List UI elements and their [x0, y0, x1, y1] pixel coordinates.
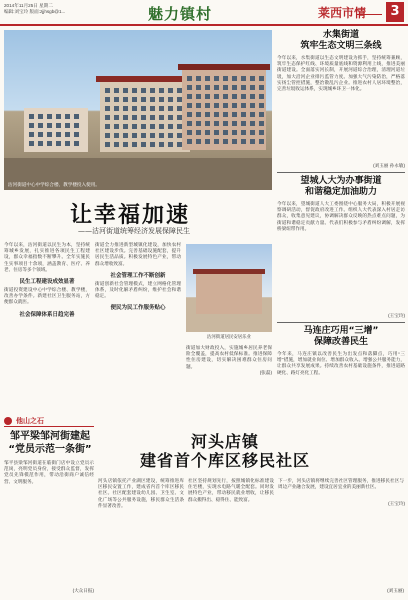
window [196, 139, 201, 144]
window [159, 88, 164, 93]
section-label: 他山之石 [16, 417, 44, 425]
window [232, 76, 237, 81]
bottom-headline: 河头店镇 建省首个库区移民社区 [139, 432, 310, 470]
window [214, 130, 219, 135]
right-mid-title: 望城人大为办事街道 和谐稳定加油助力 [300, 176, 382, 197]
main-headline: 让幸福加速 [70, 203, 191, 228]
window [187, 139, 192, 144]
window [250, 76, 255, 81]
window [29, 114, 34, 119]
right-bottom-body: 今年来，马连庄镇以改善民生为出发点和落脚点，巧用“三增”措施，增加就业岗位、增加群众收入、增强公共服务能力，让群众共享发展成果。持续改善农村基础设施条件，推进道路硬化、路灯亮化工程。 [277, 351, 405, 375]
main-byline: (张磊) [259, 369, 272, 375]
right-mid-byline: (王宝玲) [388, 313, 405, 318]
window [141, 124, 146, 129]
window [196, 94, 201, 99]
window [150, 124, 155, 129]
window [105, 124, 110, 129]
window [65, 114, 70, 119]
bottom-byline: (刘玉丽) [387, 588, 404, 593]
header-decoration [356, 14, 382, 18]
bottom-col-2: 社区坚持规划先行，按照城镇化标准建设住宅楼，实现水电路气暖全配套。同时发展特色产业，带动移民就业增收，让移民群众搬得出、稳得住、能致富。 [188, 478, 274, 502]
window [47, 114, 52, 119]
window [205, 121, 210, 126]
subheading: 便民为民工作服务贴心 [110, 305, 166, 312]
window [47, 141, 52, 146]
window [250, 139, 255, 144]
window [38, 141, 43, 146]
window [205, 139, 210, 144]
window [223, 121, 228, 126]
window [114, 106, 119, 111]
column-title: 莱西市情 [318, 6, 367, 20]
window [65, 123, 70, 128]
window [141, 115, 146, 120]
window [56, 123, 61, 128]
window [114, 133, 119, 138]
window [159, 142, 164, 147]
window [141, 88, 146, 93]
window [47, 132, 52, 137]
window [232, 130, 237, 135]
window [132, 133, 137, 138]
section-title: 魅力镇村 [148, 5, 213, 23]
window [259, 94, 264, 99]
window [187, 121, 192, 126]
window [187, 112, 192, 117]
window [232, 94, 237, 99]
window [168, 124, 173, 129]
window [123, 97, 128, 102]
window [65, 141, 70, 146]
window [141, 133, 146, 138]
window [141, 142, 146, 147]
window [241, 121, 246, 126]
window [141, 106, 146, 111]
window [114, 88, 119, 93]
window [123, 124, 128, 129]
window [232, 103, 237, 108]
window [74, 123, 79, 128]
main-col-3: 街道加大财政投入，实施城乡居民养老保险全覆盖，提高农村低保标准。推进保障性住房建设，切实解决困难群众住房问题。 (张磊) [186, 345, 272, 375]
window [56, 132, 61, 137]
window [205, 103, 210, 108]
photo2-caption: 沽河街道居民安居乐业 [207, 334, 251, 339]
window [187, 130, 192, 135]
page-header [0, 0, 408, 26]
window [123, 142, 128, 147]
window [47, 123, 52, 128]
window [250, 112, 255, 117]
window [105, 106, 110, 111]
window [29, 132, 34, 137]
window [187, 85, 192, 90]
window [105, 97, 110, 102]
date-text: 2014年11月25日 星期二 [4, 3, 53, 8]
window [105, 133, 110, 138]
window [114, 142, 119, 147]
window [132, 142, 137, 147]
window [150, 88, 155, 93]
window [150, 133, 155, 138]
window [241, 85, 246, 90]
main-col-1: 今年以来，沽河街道以民生为本，坚持统筹城乡发展，扎实推进各项民生工程建设，群众幸福指数不断攀升。全年实施民生实事项目十余项，涵盖教育、医疗、养老、住房等多个领域。 民生工程建设成效显著 街道投资建设中心中学综合楼、教学楼，改善办学条件。新建社区卫生服务站，方便群众就医。 社会保障体系日趋完善 [4, 242, 90, 318]
window [259, 112, 264, 117]
building-center [100, 82, 190, 152]
window [159, 97, 164, 102]
window [223, 94, 228, 99]
window [232, 139, 237, 144]
window [56, 141, 61, 146]
subheading: 社会管理工作不断创新 [110, 272, 166, 279]
window [196, 103, 201, 108]
window [74, 132, 79, 137]
window [196, 76, 201, 81]
bottom-col-1: 河头店镇依托产业湖区建设，统筹推进库区移民安置工作，建成省内首个库区移民社区。社区配套建设幼儿园、卫生室、文化广场等公共服务设施，移民群众生活条件显著改善。 [98, 478, 184, 508]
window [241, 130, 246, 135]
editor-text: 编辑:刘宝玲 版面:zjjhsgb@1... [4, 9, 66, 14]
window [205, 76, 210, 81]
secondary-photo [186, 244, 272, 339]
window [123, 88, 128, 93]
window [38, 123, 43, 128]
window [150, 106, 155, 111]
window [159, 106, 164, 111]
window [250, 130, 255, 135]
window [74, 141, 79, 146]
window [259, 85, 264, 90]
window [259, 103, 264, 108]
window [150, 97, 155, 102]
left-bottom-title: 邹平梁邹河街建起 “党员示范一条街” [8, 431, 92, 455]
window [159, 133, 164, 138]
window [232, 121, 237, 126]
left-bottom-body: 邹平县梁邹河街道在临街门店中设立党员示范岗，亮明党员身份，接受群众监督，发挥党员先锋模范作用，带动沿街商户诚信经营、文明服务。 [4, 460, 94, 484]
right-bottom-byline: (王宝玲) [388, 501, 405, 506]
window [214, 85, 219, 90]
window [132, 97, 137, 102]
window [196, 121, 201, 126]
main-subtitle: ——沽河街道统筹经济发展保障民生 [78, 227, 190, 235]
window [214, 103, 219, 108]
window [150, 115, 155, 120]
window [168, 133, 173, 138]
window [38, 114, 43, 119]
date-line [4, 3, 124, 15]
window [241, 112, 246, 117]
bottom-col-3: 下一步，河头店镇将继续完善社区管理服务，推进移民社区与周边产业融合发展，建设宜居宜业的美丽新社区。 [278, 478, 404, 490]
window [168, 115, 173, 120]
window [214, 76, 219, 81]
window [65, 132, 70, 137]
window [241, 76, 246, 81]
building [196, 274, 262, 314]
window [214, 94, 219, 99]
subheading: 民生工程建设成效显著 [19, 279, 75, 286]
window [56, 114, 61, 119]
right-top-body: 今年以来，水集街道以生态文明建设为抓手，坚持统筹兼顾，筑牢生态保护红线、环境质量底线和资源利用上线，推进美丽街道建设。全面落实河长制，开展河道综合治理，清理河道垃圾，加大沿河企业排污监管力度。加强大气污染防治，严格落实扬尘管控措施，整治散乱污企业。推进农村人居环境整治，完善垃圾收运体系，实现城乡环卫一体化。 [277, 55, 405, 92]
window [205, 85, 210, 90]
window [205, 112, 210, 117]
window [259, 76, 264, 81]
window [196, 112, 201, 117]
window [38, 132, 43, 137]
right-top-byline: (刘玉丽 孙永敏) [373, 163, 405, 168]
window [187, 76, 192, 81]
window [168, 142, 173, 147]
window [132, 106, 137, 111]
window [150, 142, 155, 147]
window [114, 97, 119, 102]
right-mid-body: 今年以来，望城街道人大工委围绕中心服务大局，积极开展视察调研活动，督促政府改进工作。组织人大代表深入村居走访群众，收集意见建议，协调解决群众反映的热点难点问题，为街道和谐稳定贡献力量。代表们积极参与矛盾纠纷调解，发挥桥梁纽带作用。 [277, 201, 405, 231]
window [223, 76, 228, 81]
window [187, 94, 192, 99]
window [232, 112, 237, 117]
window [241, 139, 246, 144]
main-photo [4, 30, 272, 190]
page-number: 3 [386, 2, 404, 22]
right-bottom-title: 马连庄巧用“三增” 保障改善民生 [303, 326, 379, 347]
window [259, 130, 264, 135]
window [168, 88, 173, 93]
building-left [24, 108, 88, 152]
window [105, 88, 110, 93]
window [214, 121, 219, 126]
window [214, 112, 219, 117]
window [214, 139, 219, 144]
window [123, 133, 128, 138]
window [187, 103, 192, 108]
window [250, 121, 255, 126]
window [223, 103, 228, 108]
window [241, 103, 246, 108]
window [74, 114, 79, 119]
window [196, 130, 201, 135]
window [29, 141, 34, 146]
window [159, 124, 164, 129]
window [205, 130, 210, 135]
window [168, 106, 173, 111]
subheading: 社会保障体系日趋完善 [19, 311, 75, 318]
window [114, 115, 119, 120]
window [223, 112, 228, 117]
divider [277, 172, 405, 173]
window [250, 103, 255, 108]
window [123, 115, 128, 120]
window [114, 124, 119, 129]
window [132, 115, 137, 120]
window [196, 85, 201, 90]
section-bar [4, 415, 94, 427]
window [141, 97, 146, 102]
window [132, 124, 137, 129]
window [250, 94, 255, 99]
window [132, 88, 137, 93]
building-right [182, 70, 266, 150]
divider [277, 322, 405, 323]
left-bottom-byline: (大众日报) [72, 588, 94, 593]
section-dot-icon [4, 417, 12, 425]
window [105, 115, 110, 120]
window [168, 97, 173, 102]
window [159, 115, 164, 120]
right-top-title: 水集街道 筑牢生态文明三条线 [300, 30, 382, 51]
window [241, 94, 246, 99]
photo-caption: 沽河街道中心中学综合楼、教学楼投入使用。 [8, 182, 100, 187]
window [223, 130, 228, 135]
window [250, 85, 255, 90]
window [123, 106, 128, 111]
main-col-2: 街道全力推进新型城镇化建设，加快农村社区建设步伐。完善基础设施配套，提升居民生活品质。积极发展特色产业，带动群众增收致富。 社会管理工作不断创新 街道创新社会管理模式，建立网格化管理体系，及时化解矛盾纠纷，维护社会和谐稳定。 便民为民工作服务贴心 [95, 242, 181, 312]
window [259, 139, 264, 144]
window [232, 85, 237, 90]
window [29, 123, 34, 128]
window [105, 142, 110, 147]
window [223, 139, 228, 144]
window [223, 85, 228, 90]
window [259, 121, 264, 126]
window [205, 94, 210, 99]
